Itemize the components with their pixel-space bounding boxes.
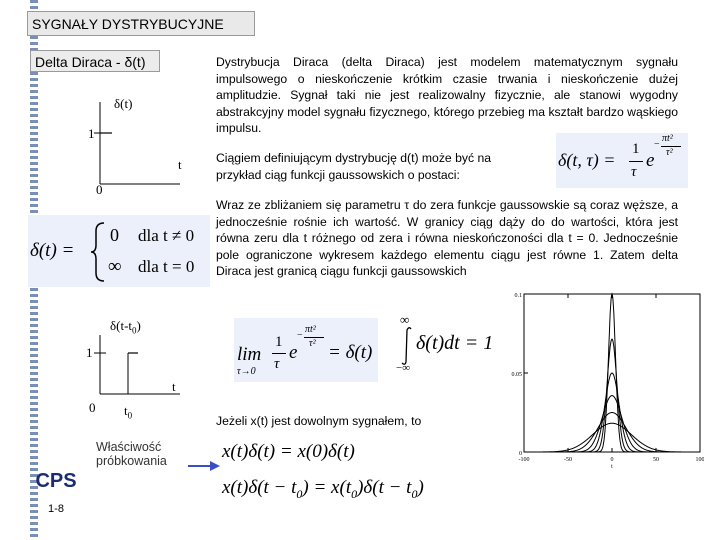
gauss-exp-num: πt²: [662, 133, 673, 144]
paragraph-gauss-intro: Ciągiem definiującym dystrybucję d(t) może być na przykład ciąg funkcji gaussowskich o postaci:: [216, 151, 492, 182]
slide-number: 1-8: [48, 503, 64, 515]
integral-upper: ∞: [400, 312, 410, 327]
def-brace: [90, 221, 106, 283]
x-tick-label: 50: [653, 457, 659, 463]
paragraph-limit: Wraz ze zbliżaniem się parametru τ do zera funkcje gaussowskie są coraz węższe, a jednocześnie rośnie ich wartość. W granicy ciąg dąży do do wartości, która jest równa zeru dla t różnego od zera i równa nieskończoności dla t = 0. Jednocześnie pole ograniczone wykresem każdego elementu ciągu jest równe 1. Zatem delta Diraca jest granicą ciągu funkcji gaussowskich: [216, 198, 678, 278]
gauss-equation: [556, 133, 688, 188]
plot2-zero-label: 0: [89, 400, 96, 415]
limit-exp-den: τ²: [309, 338, 316, 349]
gauss-fraction-bar: [629, 161, 643, 162]
x-tick-label: 0: [610, 457, 614, 463]
x-axis-label: t: [611, 464, 613, 470]
sampling-property-label: Właściwość próbkowania: [96, 440, 167, 468]
limit-den: τ: [274, 356, 280, 372]
def-row1-val: 0: [110, 225, 119, 245]
sampling-equation-1: x(t)δ(t) = x(0)δ(t): [222, 441, 355, 462]
plot2-t0-label: $t_0$: [124, 403, 133, 421]
limit-num: 1: [275, 334, 283, 350]
plot1-zero-label: 0: [96, 182, 103, 197]
plot2-t-label: t: [172, 379, 176, 394]
y-tick-label: 0.05: [511, 372, 522, 378]
x-tick-label: -50: [564, 457, 572, 463]
integral-sign: [400, 326, 414, 366]
limit-e: e: [289, 342, 298, 363]
plot1-t-label: t: [178, 157, 182, 172]
shifted-delta-plot: [80, 330, 190, 410]
y-tick-label: 0: [519, 451, 522, 457]
x-tick-label: 100: [695, 457, 704, 463]
delta-definition-equation: [28, 215, 210, 287]
gauss-exp-minus: −: [654, 139, 660, 150]
def-row1-cond: dla t ≠ 0: [138, 226, 195, 245]
limit-fraction-bar: [272, 353, 286, 354]
gauss-num: 1: [632, 141, 640, 157]
gauss-lhs: δ(t, τ) =: [558, 150, 616, 170]
gauss-e: e: [646, 150, 655, 171]
gauss-exp-den: τ²: [666, 147, 673, 158]
plot1-ylabel: δ(t): [114, 96, 133, 111]
def-row2-cond: dla t = 0: [138, 257, 195, 276]
def-lhs: δ(t) =: [30, 240, 75, 261]
delta-subtitle: Delta Diraca - δ(t): [30, 50, 160, 72]
cps-logo: CPS: [35, 470, 77, 492]
integral-body: δ(t)dt = 1: [416, 332, 494, 354]
gauss-den: τ: [631, 164, 637, 180]
x-tick-label: -100: [518, 457, 530, 463]
integral-equation: [396, 312, 514, 378]
plot1-one-label: 1: [88, 126, 95, 141]
paragraph-sampling-intro: Jeżeli x(t) jest dowolnym sygnałem, to: [216, 414, 422, 428]
plot2-one-label: 1: [86, 345, 93, 360]
limit-sub: τ→0: [237, 366, 256, 377]
plot2-ylabel: $\delta(t-t_0)$: [110, 318, 141, 336]
limit-equation: [234, 318, 378, 382]
slide-title: SYGNAŁY DYSTRYBUCYJNE: [27, 11, 255, 36]
integral-lower: −∞: [396, 362, 411, 374]
def-row2-val: ∞: [108, 256, 122, 277]
limit-exp-num: πt²: [305, 324, 316, 335]
limit-lim: lim: [237, 344, 262, 365]
paragraph-definition: Dystrybucja Diraca (delta Diraca) jest modelem matematycznym sygnału impulsowego o nieskończenie krótkim czasie trwania i nieskończenie dużej amplitudzie. Sygnał taki nie jest realizowalny fizycznie, ale stanowi wygodny abstrakcyjny model sygnału fizycznego, którego przebieg ma kształt bardzo wąskiego impulsu.: [216, 55, 678, 135]
limit-rhs: = δ(t): [328, 342, 373, 363]
gaussian-sequence-chart: [508, 286, 704, 476]
y-tick-label: 0.1: [514, 293, 522, 299]
sampling-equation-2: $x(t)\delta(t - t_0) = x(t_0)\delta(t - t_0)$: [222, 477, 424, 501]
sampling-arrow-icon: [186, 458, 222, 474]
limit-exp-minus: −: [297, 330, 303, 341]
